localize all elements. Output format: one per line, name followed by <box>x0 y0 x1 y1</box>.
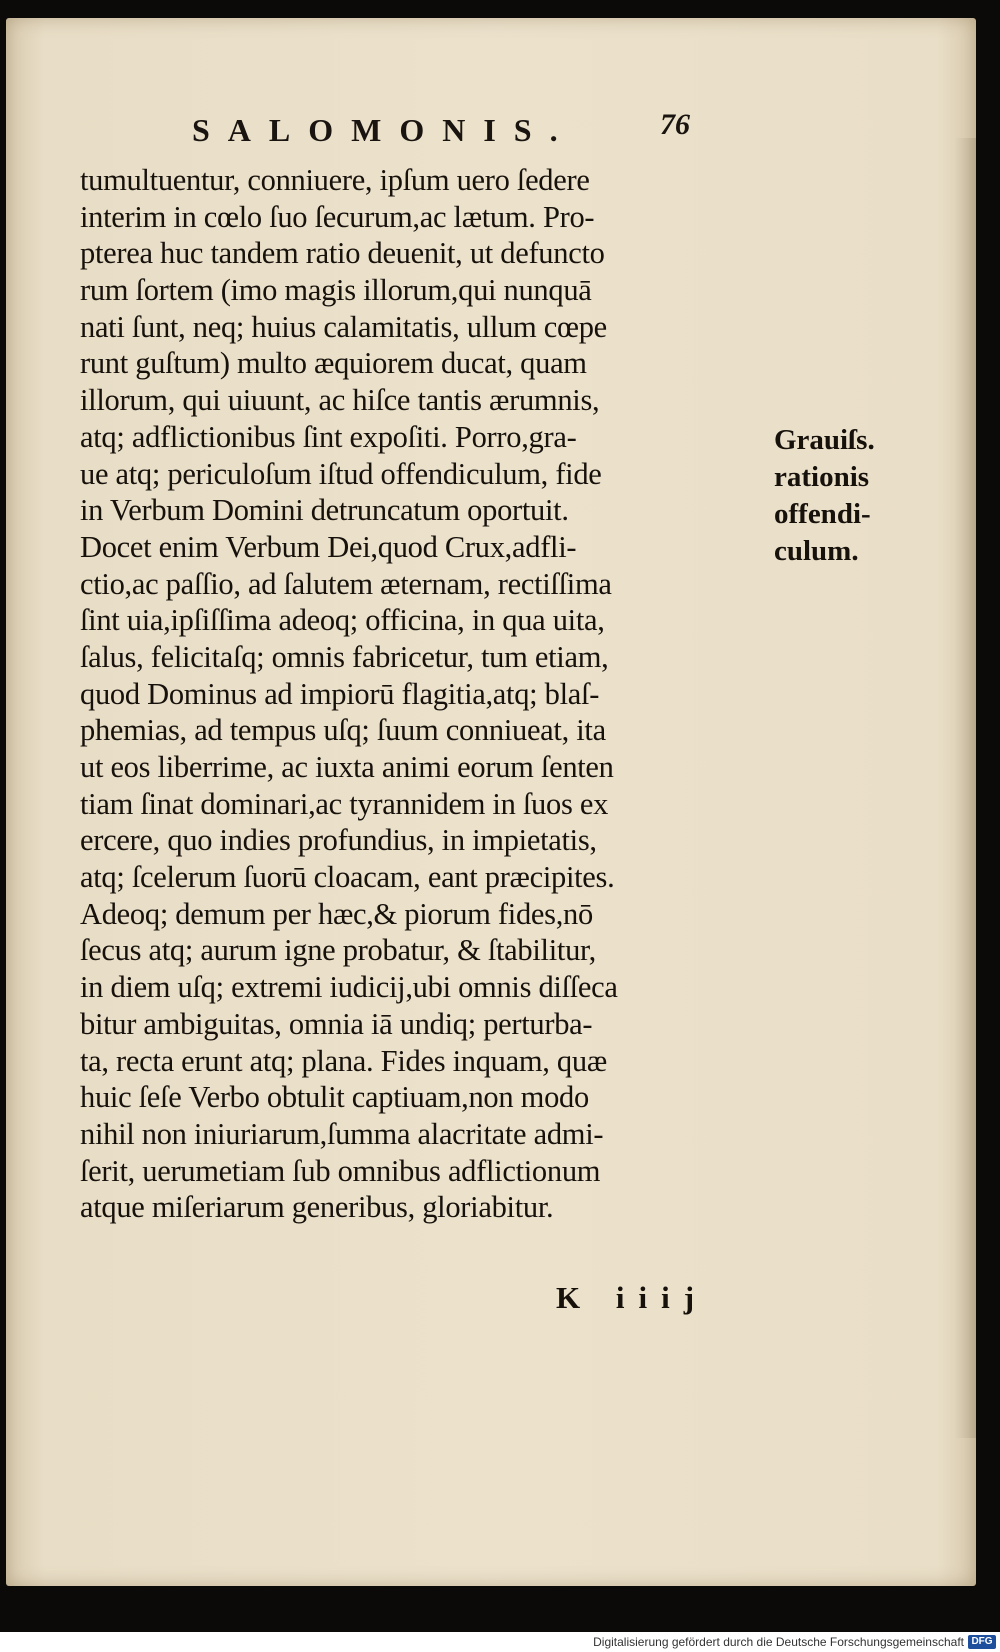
text-line: ſecus atq; aurum igne probatur, & ſtabilitur, <box>80 933 596 968</box>
text-line: quod Dominus ad impiorū flagitia,atq; blaſ- <box>80 676 600 711</box>
signature-mark: K iiij <box>556 1280 709 1315</box>
text-line: atq; ſcelerum ſuorū cloacam, eant præcipites. <box>80 860 615 895</box>
text-line: illorum, qui uiuunt, ac hiſce tantis ærumnis, <box>80 383 600 418</box>
page-number: 76 <box>660 108 690 141</box>
text-line: ut eos liberrime, ac iuxta animi eorum ſenten <box>80 750 614 784</box>
text-line: in Verbum Domini detruncatum oportuit. <box>80 493 569 528</box>
text-line: huic ſeſe Verbo obtulit captiuam,non modo <box>80 1080 589 1115</box>
margin-note-line: Grauiſs. <box>774 424 875 456</box>
text-line: bitur ambiguitas, omnia iā undiq; perturba- <box>80 1006 593 1041</box>
text-line: tumultuentur, conniuere, ipſum uero ſedere <box>80 163 590 197</box>
text-line: Adeoq; demum per hæc,& piorum fides,nō <box>80 896 593 931</box>
text-line: phemias, ad tempus uſq; ſuum conniueat, ita <box>80 713 606 748</box>
funding-credit: Digitalisierung gefördert durch die Deutsche Forschungsgemeinschaft <box>593 1635 964 1649</box>
text-line: ſerit, uerumetiam ſub omnibus adflictionum <box>80 1153 601 1188</box>
text-line: atque miſeriarum generibus, gloriabitur. <box>80 1190 554 1225</box>
text-line: interim in cœlo ſuo ſecurum,ac lætum. Pro- <box>80 199 595 234</box>
margin-note-line: offendi- <box>774 498 871 530</box>
body-text <box>80 162 770 1226</box>
text-line: in diem uſq; extremi iudicij,ubi omnis diſſeca <box>80 970 618 1005</box>
text-line: ercere, quo indies profundius, in impietatis, <box>80 823 597 858</box>
text-line: atq; adflictionibus ſint expoſiti. Porro,gra- <box>80 419 577 454</box>
text-line: tiam ſinat dominari,ac tyrannidem in ſuos ex <box>80 786 609 821</box>
text-line: Docet enim Verbum Dei,quod Crux,adfli- <box>80 529 577 564</box>
text-line: ue atq; periculoſum iſtud offendiculum, fide <box>80 456 602 491</box>
footer-bar <box>0 1632 1000 1652</box>
margin-note-line: culum. <box>774 535 859 567</box>
text-line: nati ſunt, neq; huius calamitatis, ullum cœpe <box>80 309 607 344</box>
text-line: rum ſortem (imo magis illorum,qui nunquā <box>80 273 592 308</box>
text-line: ſalus, felicitaſq; omnis fabricetur, tum etiam, <box>80 639 609 674</box>
text-line: runt guſtum) multo æquiorem ducat, quam <box>80 346 587 381</box>
dfg-logo-icon: DFG <box>968 1635 996 1649</box>
text-line: pterea huc tandem ratio deuenit, ut defuncto <box>80 236 605 271</box>
text-line: ctio,ac paſſio, ad ſalutem æternam, rectiſſima <box>80 566 612 601</box>
text-line: ta, recta erunt atq; plana. Fides inquam, quæ <box>80 1043 607 1078</box>
running-head: SALOMONIS. <box>192 112 576 148</box>
margin-note-line: rationis <box>774 461 870 493</box>
page-edge-shadow <box>954 138 976 1438</box>
text-line: nihil non iniuriarum,ſumma alacritate admi- <box>80 1116 604 1151</box>
text-line: ſint uia,ipſiſſima adeoq; officina, in qua uita, <box>80 603 605 638</box>
margin-note <box>774 422 944 570</box>
